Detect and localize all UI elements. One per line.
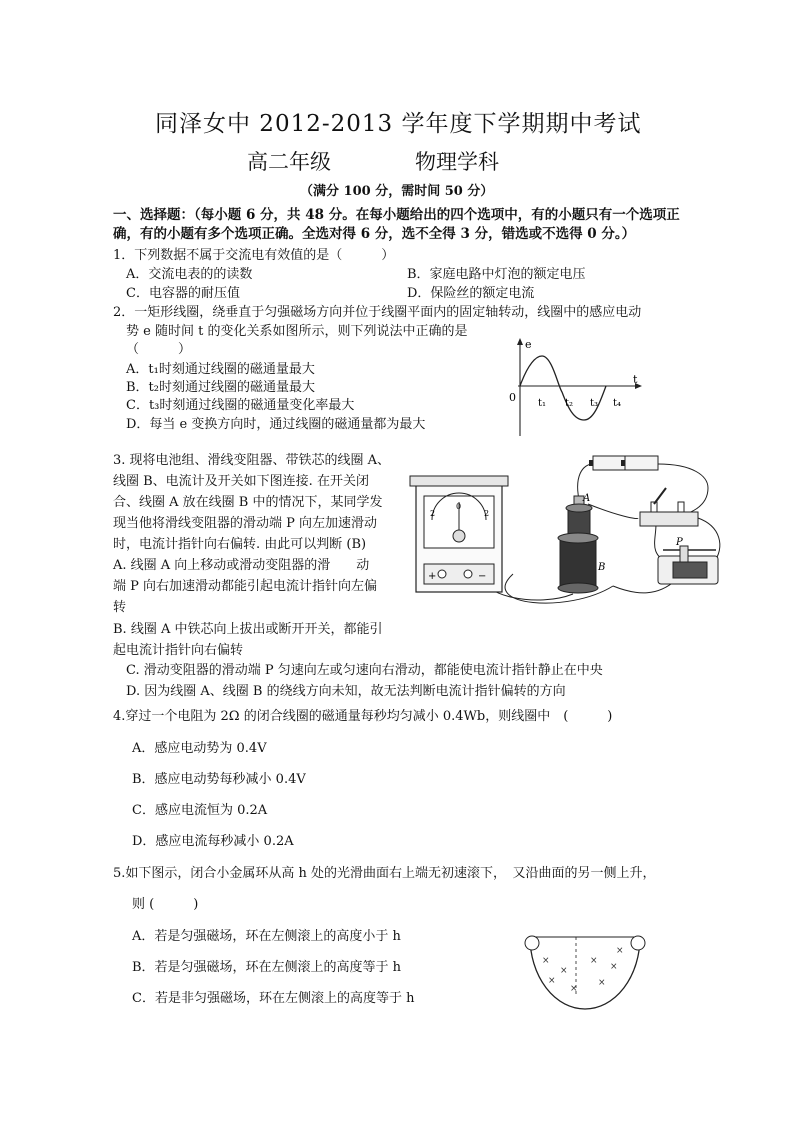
q4-option-b: B．感应电动势每秒减小 0.4V <box>132 772 306 787</box>
svg-text:×: × <box>616 946 624 956</box>
q4-stem: 4.穿过一个电阻为 2Ω 的闭合线圈的磁通量每秒均匀减小 0.4Wb，则线圈中 ( ) <box>113 709 613 724</box>
grade-label: 高二年级 <box>247 150 331 174</box>
q5-option-b: B．若是匀强磁场，环在左侧滚上的高度等于 h <box>132 960 402 975</box>
right-ring <box>631 936 645 950</box>
svg-text:×: × <box>548 976 556 986</box>
q5-stem-line2: 则 ( ) <box>132 897 199 912</box>
section-instruction-line2: 确，有的小题有多个选项正确。全选对得 6 分，选不全得 3 分，错选或不选得 0 分。） <box>113 226 636 242</box>
q1-option-d: D．保险丝的额定电流 <box>407 286 535 301</box>
q4-option-c: C．感应电流恒为 0.2A <box>132 803 268 818</box>
terminal-minus: − <box>478 571 487 582</box>
q3-option-d: D. 因为线圈 A、线圈 B 的绕线方向未知，故无法判断电流计指针偏转的方向 <box>126 684 566 699</box>
origin-label: 0 <box>509 391 516 404</box>
q1-stem: 1．下列数据不属于交流电有效值的是（ ） <box>113 248 395 263</box>
slider-p-label: P <box>676 537 683 548</box>
circuit-figure <box>408 446 730 610</box>
q5-option-a: A．若是匀强磁场，环在左侧滚上的高度小于 h <box>132 929 401 944</box>
x-axis-label: t <box>633 373 638 386</box>
svg-text:×: × <box>610 962 618 972</box>
q3-stem-line2: 线圈 B、电流计及开关如下图连接. 在开关闭 <box>113 474 369 489</box>
svg-text:×: × <box>590 956 598 966</box>
svg-text:×: × <box>570 984 578 994</box>
coil-b-label: B <box>598 562 606 573</box>
tick-t2: t₂ <box>565 398 574 409</box>
q2-answer-paren: （ ） <box>126 342 192 357</box>
coil-a-label: A <box>583 493 591 504</box>
q5-stem-line1: 5.如下图示，闭合小金属环从高 h 处的光滑曲面右上端无初速滚下， 又沿曲面的另一侧上升， <box>113 866 656 881</box>
wire <box>588 504 638 518</box>
q3-option-b-line2: 起电流计指针向右偏转 <box>113 643 244 658</box>
meter-scale-right: 2 <box>484 509 490 518</box>
y-axis-label: e <box>525 338 532 351</box>
tick-t1: t₁ <box>538 398 547 409</box>
emf-curve <box>520 356 606 420</box>
tick-t3: t₃ <box>590 398 599 409</box>
q4-option-d: D．感应电流每秒减小 0.2A <box>132 834 294 849</box>
q5-option-c: C．若是非匀强磁场，环在左侧滚上的高度等于 h <box>132 991 415 1006</box>
q2-option-c: C．t₃时刻通过线圈的磁通量变化率最大 <box>126 398 355 413</box>
svg-text:×: × <box>560 966 568 976</box>
q3-stem-line4: 现当他将滑线变阻器的滑动端 P 向左加速滑动 <box>113 516 378 531</box>
q3-option-a-line2: 端 P 向右加速滑动都能引起电流计指针向左偏 <box>113 579 378 594</box>
q3-option-c: C. 滑动变阻器的滑动端 P 匀速向左或匀速向右滑动，都能使电流计指针静止在中央 <box>126 663 603 678</box>
q2-option-a: A．t₁时刻通过线圈的磁通量最大 <box>126 362 315 377</box>
section-instruction-line1: 一、选择题：（每小题 6 分，共 48 分。在每小题给出的四个选项中，有的小题只有一个选项正 <box>113 207 680 223</box>
tick-t4: t₄ <box>613 398 622 409</box>
score-note: （满分 100 分，需时间 50 分） <box>300 184 494 199</box>
q3-stem-line3: 合、线圈 A 放在线圈 B 中的情况下，某同学发 <box>113 495 383 510</box>
q4-option-a: A．感应电动势为 0.4V <box>132 741 267 756</box>
meter-scale-left: 2 <box>430 509 436 518</box>
q1-option-a: A．交流电表的的读数 <box>126 267 253 282</box>
q3-option-a-line3: 转 <box>113 600 127 615</box>
q2-option-b: B．t₂时刻通过线圈的磁通量最大 <box>126 380 315 395</box>
exam-title: 同泽女中 2012-2013 学年度下学期期中考试 <box>155 111 642 137</box>
q1-option-c: C．电容器的耐压值 <box>126 286 240 301</box>
q3-option-a-line1: A. 线圈 A 向上移动或滑动变阻器的滑 动 <box>113 558 370 573</box>
left-ring <box>525 936 539 950</box>
svg-text:×: × <box>542 956 550 966</box>
meter-scale-zero: 0 <box>456 502 462 511</box>
q3-stem-line5: 时，电流计指针向右偏转. 由此可以判断 (B) <box>113 537 367 552</box>
battery-pack <box>589 456 658 470</box>
magnetic-field-marks <box>542 946 624 994</box>
terminal-plus: + <box>428 571 437 582</box>
q3-option-b-line1: B. 线圈 A 中铁芯向上拔出或断开开关，都能引 <box>113 622 383 637</box>
q3-stem-line1: 3. 现将电池组、滑线变阻器、带铁芯的线圈 A、 <box>113 453 391 468</box>
emf-time-graph <box>500 336 650 438</box>
q2-option-d: D．每当 e 变换方向时，通过线圈的磁通量都为最大 <box>126 417 426 432</box>
svg-text:×: × <box>598 978 606 988</box>
subject-label: 物理学科 <box>415 150 499 174</box>
rheostat <box>658 537 718 584</box>
curved-track-figure <box>520 925 650 1015</box>
y-axis-arrow <box>517 338 523 345</box>
q2-stem-line2: 势 e 随时间 t 的变化关系如图所示，则下列说法中正确的是 <box>126 324 468 339</box>
switch <box>640 488 698 526</box>
q2-stem-line1: 2．一矩形线圈，绕垂直于匀强磁场方向并位于线圈平面内的固定轴转动，线圈中的感应电动 <box>113 305 642 320</box>
galvanometer <box>410 476 508 592</box>
coil-a <box>566 493 592 538</box>
q1-option-b: B．家庭电路中灯泡的额定电压 <box>407 267 586 282</box>
coil-b <box>558 533 605 593</box>
